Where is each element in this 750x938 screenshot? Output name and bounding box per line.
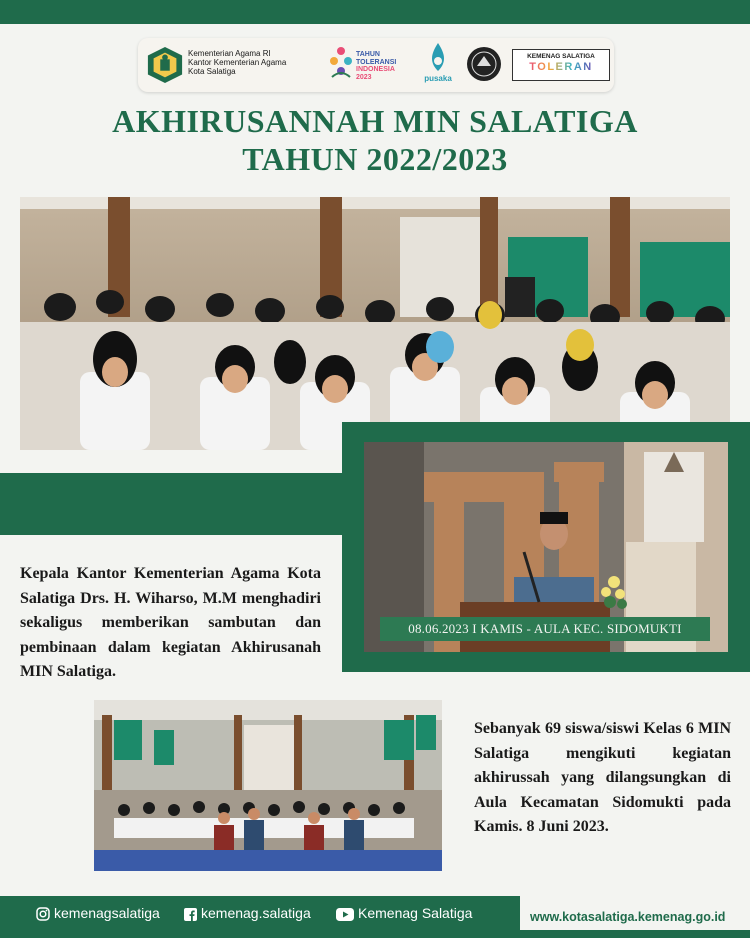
toleran-big <box>513 61 609 73</box>
group-photo <box>94 700 442 871</box>
toleransi-line-4: 2023 <box>356 73 372 81</box>
caption-left: Kepala Kantor Kementerian Agama Kota Salatiga Drs. H. Wiharso, M.M menghadiri sekaligus memberikan sambutan dan pembinaan dalam kegiatan Akhirusanah MIN Salatiga. <box>20 565 321 680</box>
page-title-line-2: TAHUN 2022/2023 <box>242 141 508 177</box>
instagram-link[interactable] <box>36 905 160 921</box>
facebook-icon <box>184 908 197 921</box>
audience-photo <box>20 197 730 450</box>
website-link[interactable]: www.kotasalatiga.kemenag.go.id <box>530 910 726 924</box>
toleransi-line-2: TOLERANSI <box>356 58 397 66</box>
toleransi-logo-icon <box>326 43 356 83</box>
youtube-icon <box>336 908 354 921</box>
toleransi-line-1: TAHUN <box>356 51 380 58</box>
instagram-handle: kemenagsalatiga <box>54 905 160 921</box>
logo-bar <box>138 38 614 92</box>
youtube-link[interactable] <box>336 905 472 921</box>
kemenag-logo-icon <box>146 46 184 84</box>
photo-date-label: 08.06.2023 I KAMIS - AULA KEC. SIDOMUKTI <box>380 617 710 641</box>
kemenag-line-1: Kementerian Agama RI <box>188 49 271 58</box>
facebook-handle: kemenag.salatiga <box>201 905 311 921</box>
page-title-line-1: AKHIRUSANNAH MIN SALATIGA <box>112 103 638 139</box>
bottom-bar <box>0 930 750 938</box>
toleran-small: KEMENAG SALATIGA <box>527 53 595 60</box>
top-banner <box>0 0 750 24</box>
caption-right: Sebanyak 69 siswa/siswi Kelas 6 MIN Salatiga mengikuti kegiatan akhirussah yang dilangsungkan di Aula Kecamatan Sidomukti pada Kamis. 8 Juni 2023. <box>474 720 731 835</box>
pusaka-logo-icon <box>426 41 450 75</box>
toleran-word: TOLERAN <box>529 61 593 73</box>
green-band <box>0 473 380 535</box>
facebook-link[interactable] <box>184 905 311 921</box>
kemenag-line-2: Kantor Kementerian Agama <box>188 58 287 67</box>
kemenag-line-3: Kota Salatiga <box>188 67 236 76</box>
pusaka-text: pusaka <box>424 74 452 83</box>
toleran-badge <box>512 49 610 81</box>
kemenag-name <box>188 49 318 76</box>
youtube-channel: Kemenag Salatiga <box>358 905 473 921</box>
seal-icon <box>466 46 502 82</box>
instagram-icon <box>36 907 50 921</box>
toleransi-line-3: INDONESIA <box>356 66 395 73</box>
toleransi-text <box>356 51 414 81</box>
